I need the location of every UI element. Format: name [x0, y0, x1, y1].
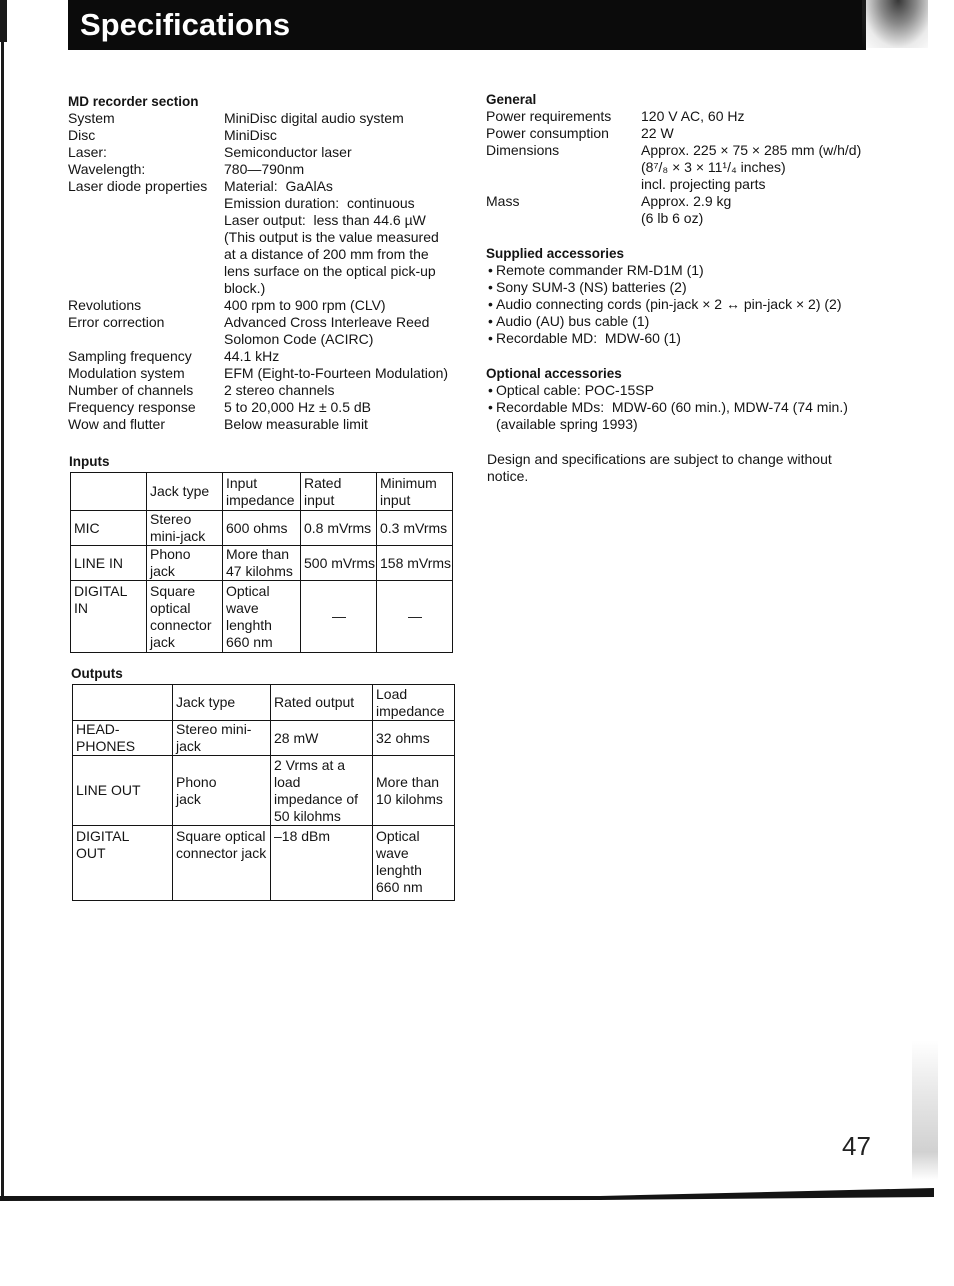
table-cell: —	[301, 581, 377, 653]
spec-label: Mass	[486, 193, 520, 209]
table-cell: Square optical connector jack	[147, 581, 223, 653]
table-row	[71, 581, 453, 653]
table-cell: 0.3 mVrms	[377, 511, 453, 546]
spec-row-number-of-channels	[68, 382, 468, 399]
spec-value: EFM (Eight-to-Fourteen Modulation)	[224, 365, 449, 381]
table-cell: Phono jack	[173, 756, 271, 826]
title-bar	[68, 0, 866, 50]
table-cell: More than 47 kilohms	[223, 546, 301, 581]
supplied-accessories-list	[486, 262, 926, 347]
table-row	[73, 721, 455, 756]
table-cell: Square optical connector jack	[173, 826, 271, 901]
spec-label: Wavelength:	[68, 161, 146, 177]
table-cell: HEAD- PHONES	[73, 721, 173, 756]
table-header-cell: Load impedance	[373, 685, 455, 721]
spec-value: 120 V AC, 60 Hz	[641, 108, 745, 124]
spec-row-power-requirements	[486, 108, 926, 125]
spec-label: Dimensions	[486, 142, 560, 158]
spec-value: 22 W	[641, 125, 674, 141]
scan-edge-left-top	[0, 0, 7, 42]
spec-value: 2 stereo channels	[224, 382, 335, 398]
inputs-table	[70, 472, 453, 653]
spec-row-laser-diode	[68, 178, 468, 297]
spec-row-system	[68, 110, 468, 127]
table-header-cell: Input impedance	[223, 473, 301, 511]
spec-value: 400 rpm to 900 rpm (CLV)	[224, 297, 386, 313]
table-corner-cell	[73, 685, 173, 721]
spec-row-revolutions	[68, 297, 468, 314]
scan-edge-left	[1, 0, 4, 1198]
table-cell: MIC	[71, 511, 147, 546]
spec-row-sampling-frequency	[68, 348, 468, 365]
spec-row-wavelength	[68, 161, 468, 178]
table-header-cell: Rated input	[301, 473, 377, 511]
spec-value: MiniDisc	[224, 127, 277, 143]
spec-label: Frequency response	[68, 399, 196, 415]
scan-noise	[862, 0, 928, 48]
spec-label: System	[68, 110, 115, 126]
list-item: • Recordable MD: MDW-60 (1)	[486, 330, 926, 347]
list-item: • Remote commander RM-D1M (1)	[486, 262, 926, 279]
spec-value: 44.1 kHz	[224, 348, 280, 364]
spec-row-disc	[68, 127, 468, 144]
table-cell: 32 ohms	[373, 721, 455, 756]
table-header-cell: Minimum input	[377, 473, 453, 511]
spec-row-frequency-response	[68, 399, 468, 416]
change-notice: Design and specifications are subject to change without notice.	[487, 451, 832, 484]
spec-value: 780—790nm	[224, 161, 305, 177]
md-recorder-section	[68, 93, 468, 433]
spec-row-error-correction	[68, 314, 468, 348]
table-cell: Phono jack	[147, 546, 223, 581]
table-cell: 2 Vrms at a load impedance of 50 kilohms	[271, 756, 373, 826]
list-item: • Optical cable: POC-15SP	[486, 382, 926, 399]
table-cell: More than 10 kilohms	[373, 756, 455, 826]
table-cell: 0.8 mVrms	[301, 511, 377, 546]
md-recorder-heading: MD recorder section	[68, 94, 199, 109]
spec-label: Wow and flutter	[68, 416, 166, 432]
spec-label: Modulation system	[68, 365, 185, 381]
table-cell: Stereo mini-jack	[147, 511, 223, 546]
table-row	[73, 756, 455, 826]
list-item: • Audio connecting cords (pin-jack × 2 ↔ pin-jack × 2) (2)	[486, 296, 926, 313]
table-row	[73, 826, 455, 901]
spec-value: 5 to 20,000 Hz ± 0.5 dB	[224, 399, 371, 415]
spec-label: Power consumption	[486, 125, 609, 141]
spec-value: Below measurable limit	[224, 416, 368, 432]
spec-label: Revolutions	[68, 297, 142, 313]
spec-row-laser	[68, 144, 468, 161]
spec-row-mass	[486, 193, 926, 227]
table-cell: Optical wave lenghth 660 nm	[223, 581, 301, 653]
table-cell: DIGITAL IN	[71, 581, 147, 653]
spec-label: Laser diode properties	[68, 178, 208, 194]
table-cell: 600 ohms	[223, 511, 301, 546]
table-row	[71, 546, 453, 581]
table-header-row	[71, 473, 453, 511]
table-cell: –18 dBm	[271, 826, 373, 901]
spec-value: Approx. 225 × 75 × 285 mm (w/h/d) (8⁷/₈ × 3 × 11¹/₄ inches) incl. projecting parts	[641, 142, 862, 192]
table-cell: 158 mVrms	[377, 546, 453, 581]
spec-value: Material: GaAlAs Emission duration: continuous Laser output: less than 44.6 µW (This output is the value measured at a distance of 200 mm from the lens surface on the optical pick-up block.)	[224, 178, 439, 296]
spec-label: Number of channels	[68, 382, 194, 398]
list-item: • Recordable MDs: MDW-60 (60 min.), MDW-74 (74 min.) (available spring 1993)	[486, 399, 926, 433]
table-header-cell: Rated output	[271, 685, 373, 721]
inputs-heading: Inputs	[69, 454, 110, 469]
spec-row-dimensions	[486, 142, 926, 193]
page-number: 47	[842, 1131, 871, 1161]
spec-label: Error correction	[68, 314, 165, 330]
spec-value: Approx. 2.9 kg (6 lb 6 oz)	[641, 193, 732, 226]
spec-label: Power requirements	[486, 108, 612, 124]
bottom-rule-line	[0, 1188, 934, 1201]
spec-label: Disc	[68, 127, 96, 143]
spec-label: Sampling frequency	[68, 348, 192, 364]
optional-accessories-heading: Optional accessories	[486, 366, 622, 381]
table-cell: Stereo mini- jack	[173, 721, 271, 756]
table-cell: Optical wave lenghth 660 nm	[373, 826, 455, 901]
table-cell: —	[377, 581, 453, 653]
table-cell: LINE OUT	[73, 756, 173, 826]
spec-row-wow-and-flutter	[68, 416, 468, 433]
list-item: • Sony SUM-3 (NS) batteries (2)	[486, 279, 926, 296]
supplied-accessories-heading: Supplied accessories	[486, 246, 625, 261]
table-cell: DIGITAL OUT	[73, 826, 173, 901]
table-row	[71, 511, 453, 546]
general-heading: General	[486, 92, 537, 107]
table-header-cell: Jack type	[147, 473, 223, 511]
table-header-cell: Jack type	[173, 685, 271, 721]
optional-accessories-list	[486, 382, 926, 433]
table-cell: 28 mW	[271, 721, 373, 756]
page-title: Specifications	[80, 7, 291, 42]
scan-speckle-patch	[912, 1040, 938, 1180]
spec-value: Advanced Cross Interleave Reed Solomon Code (ACIRC)	[224, 314, 430, 347]
spec-row-power-consumption	[486, 125, 926, 142]
table-corner-cell	[71, 473, 147, 511]
spec-value: MiniDisc digital audio system	[224, 110, 404, 126]
outputs-heading: Outputs	[71, 666, 123, 681]
spec-label: Laser:	[68, 144, 107, 160]
spec-value: Semiconductor laser	[224, 144, 352, 160]
spec-row-modulation-system	[68, 365, 468, 382]
table-header-row	[73, 685, 455, 721]
right-column	[486, 91, 926, 485]
list-item: • Audio (AU) bus cable (1)	[486, 313, 926, 330]
outputs-table	[72, 684, 455, 901]
table-cell: 500 mVrms	[301, 546, 377, 581]
table-cell: LINE IN	[71, 546, 147, 581]
